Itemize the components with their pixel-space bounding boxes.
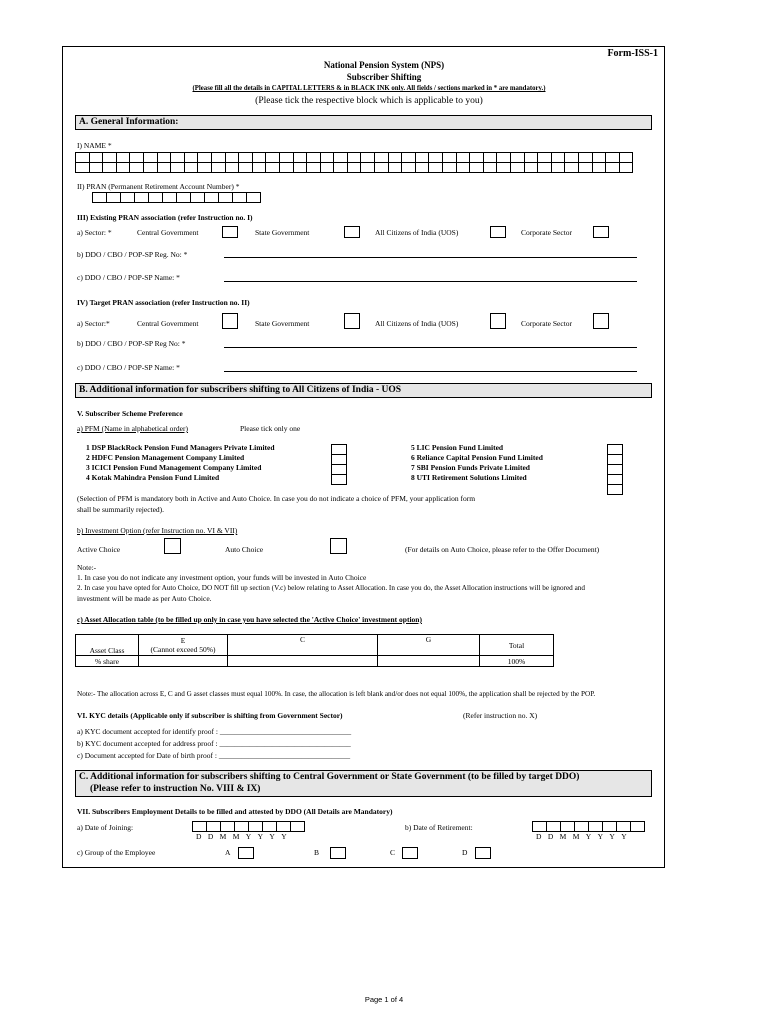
- tick-one-label: Please tick only one: [240, 424, 301, 433]
- grid-cell[interactable]: [347, 162, 362, 173]
- alloc-heading: c) Asset Allocation table (to be filled up only in case you have selected the 'Active Choice' investment option): [77, 615, 422, 624]
- dor-label: b) Date of Retirement:: [405, 823, 473, 832]
- grid-cell[interactable]: [92, 192, 107, 203]
- group-c-checkbox[interactable]: [402, 847, 418, 859]
- target-ddo-reg-line[interactable]: [224, 347, 637, 348]
- equity-header-letter: E: [180, 636, 186, 645]
- target-ddo-name-line[interactable]: [224, 371, 637, 372]
- target-sector-label: a) Sector:*: [77, 319, 110, 328]
- grid-cell[interactable]: [116, 162, 131, 173]
- asset-class-header: Asset Class: [76, 635, 139, 656]
- grid-cell[interactable]: [143, 162, 158, 173]
- group-b-label: B: [314, 848, 320, 857]
- pfm-item: 1 DSP BlackRock Pension Fund Managers Private Limited: [86, 443, 275, 452]
- existing-uos-checkbox[interactable]: [490, 226, 506, 238]
- group-a-checkbox[interactable]: [238, 847, 254, 859]
- existing-corporate-checkbox[interactable]: [593, 226, 609, 238]
- active-choice-checkbox[interactable]: [164, 538, 181, 554]
- asset-allocation-table: [75, 634, 554, 667]
- grid-cell[interactable]: [605, 162, 620, 173]
- group-b-checkbox[interactable]: [330, 847, 346, 859]
- grid-cell[interactable]: [496, 162, 511, 173]
- grid-cell[interactable]: [360, 162, 375, 173]
- ddo-name-line[interactable]: [224, 281, 637, 282]
- grid-cell[interactable]: [469, 162, 484, 173]
- form-subtitle: Subscriber Shifting: [346, 72, 422, 82]
- note-1: 1. In case you do not indicate any investment option, your funds will be invested in Auto Choice: [77, 573, 367, 582]
- grid-cell[interactable]: [225, 162, 240, 173]
- grid-cell[interactable]: [252, 162, 267, 173]
- grid-cell[interactable]: [564, 162, 579, 173]
- target-option-state: State Government: [255, 319, 310, 328]
- group-d-checkbox[interactable]: [475, 847, 491, 859]
- target-corporate-checkbox[interactable]: [593, 313, 609, 329]
- grid-cell[interactable]: [265, 162, 280, 173]
- grid-cell[interactable]: [184, 162, 199, 173]
- grid-cell[interactable]: [129, 162, 144, 173]
- c-share-cell[interactable]: [228, 656, 378, 667]
- sector-option-state: State Government: [255, 228, 310, 237]
- ddo-reg-label: b) DDO / CBO / POP-SP Reg. No: *: [77, 250, 188, 259]
- grid-cell[interactable]: [510, 162, 525, 173]
- equity-header-note: (Cannot exceed 50%): [150, 645, 216, 654]
- target-option-corporate: Corporate Sector: [521, 319, 573, 328]
- grid-cell[interactable]: [170, 162, 185, 173]
- alloc-note: Note:- The allocation across E, C and G asset classes must equal 100%. In case, the allocation is left blank and/or does not equal 100%, the application shall be rejected by the POP.: [77, 690, 596, 698]
- pfm-note-line-2: shall be summarily rejected).: [77, 505, 165, 514]
- c-header: C: [228, 635, 378, 656]
- pfm-item: 6 Reliance Capital Pension Fund Limited: [411, 453, 543, 462]
- note-2b: investment will be made as per Auto Choice.: [77, 594, 212, 603]
- grid-cell[interactable]: [619, 162, 634, 173]
- grid-cell[interactable]: [333, 162, 348, 173]
- grid-cell[interactable]: [428, 162, 443, 173]
- equity-header: [139, 635, 228, 656]
- target-option-uos: All Citizens of India (UOS): [375, 319, 459, 328]
- name-label: I) NAME *: [77, 141, 112, 150]
- group-c-label: C: [390, 848, 396, 857]
- pfm-note-line-1: (Selection of PFM is mandatory both in Active and Auto Choice. In case you do not indicate a choice of PFM, your application form: [77, 494, 476, 503]
- target-ddo-reg-label: b) DDO / CBO / POP-SP Reg No: *: [77, 339, 186, 348]
- grid-cell[interactable]: [293, 162, 308, 173]
- sector-option-uos: All Citizens of India (UOS): [375, 228, 459, 237]
- auto-choice-label: Auto Choice: [225, 545, 264, 554]
- doj-label: a) Date of Joining:: [77, 823, 134, 832]
- grid-cell[interactable]: [401, 162, 416, 173]
- sector-option-corporate: Corporate Sector: [521, 228, 573, 237]
- grid-cell[interactable]: [204, 192, 219, 203]
- target-ddo-name-label: c) DDO / CBO / POP-SP Name: *: [77, 363, 180, 372]
- grid-cell[interactable]: [320, 162, 335, 173]
- page-number: Page 1 of 4: [364, 995, 404, 1004]
- grid-cell[interactable]: [157, 162, 172, 173]
- note-2a: 2. In case you have opted for Auto Choice, DO NOT fill up section (V.c) below relating to Asset Allocation. In case you do, the Asset Allocation instructions will be ignored and: [77, 584, 585, 592]
- grid-cell[interactable]: [238, 162, 253, 173]
- section-a-heading: A. General Information:: [75, 115, 652, 130]
- total-header: Total: [480, 635, 554, 656]
- grid-cell[interactable]: [106, 192, 121, 203]
- doj-date-boxes[interactable]: [193, 821, 305, 832]
- grid-cell[interactable]: [388, 162, 403, 173]
- grid-cell[interactable]: [374, 162, 389, 173]
- pfm-item: 5 LIC Pension Fund Limited: [411, 443, 504, 452]
- pfm-item: 3 ICICI Pension Fund Management Company Limited: [86, 463, 262, 472]
- existing-heading: III) Existing PRAN association (refer Instruction no. I): [77, 213, 253, 222]
- g-share-cell[interactable]: [378, 656, 480, 667]
- section-c-heading-line-1: C. Additional information for subscribers shifting to Central Government or State Government (to be filled by target DDO): [79, 772, 580, 782]
- sector-label: a) Sector: *: [77, 228, 112, 237]
- grid-cell[interactable]: [134, 192, 149, 203]
- grid-cell[interactable]: [578, 162, 593, 173]
- scheme-heading: V. Subscriber Scheme Preference: [77, 409, 183, 418]
- pfm-label: a) PFM (Name in alphabetical order): [77, 424, 189, 433]
- target-heading: IV) Target PRAN association (refer Instruction no. II): [77, 298, 250, 307]
- grid-cell[interactable]: [537, 162, 552, 173]
- grid-cell[interactable]: [120, 192, 135, 203]
- grid-cell[interactable]: [456, 162, 471, 173]
- share-row-label: % share: [76, 656, 139, 667]
- section-c-heading: [75, 770, 652, 797]
- grid-cell[interactable]: [415, 162, 430, 173]
- grid-cell[interactable]: [89, 162, 104, 173]
- kyc-address[interactable]: b) KYC document accepted for address proof : ___________________________________: [77, 739, 351, 748]
- section-b-heading: B. Additional information for subscribers shifting to All Citizens of India - UOS: [75, 383, 652, 398]
- target-option-central: Central Government: [137, 319, 199, 328]
- grid-cell[interactable]: [524, 162, 539, 173]
- pran-grid[interactable]: [93, 192, 261, 203]
- grid-cell[interactable]: [592, 162, 607, 173]
- group-d-label: D: [462, 848, 468, 857]
- grid-cell[interactable]: [190, 192, 205, 203]
- pfm-checkbox-4[interactable]: [331, 474, 347, 485]
- existing-state-checkbox[interactable]: [344, 226, 360, 238]
- grid-cell[interactable]: [75, 162, 90, 173]
- note-heading: Note:-: [77, 563, 97, 572]
- grid-cell[interactable]: [442, 162, 457, 173]
- g-header: G: [378, 635, 480, 656]
- kyc-ref: (Refer instruction no. X): [463, 711, 538, 720]
- grid-cell[interactable]: [102, 162, 117, 173]
- total-share-cell: 100%: [480, 656, 554, 667]
- grid-cell[interactable]: [483, 162, 498, 173]
- pran-label: II) PRAN (Permanent Retirement Account Number) *: [77, 182, 240, 191]
- investment-label: b) Investment Option (refer Instruction no. VI & VII): [77, 526, 238, 535]
- grid-cell[interactable]: [211, 162, 226, 173]
- grid-cell[interactable]: [306, 162, 321, 173]
- grid-cell[interactable]: [551, 162, 566, 173]
- dor-date-boxes[interactable]: [533, 821, 645, 832]
- grid-cell[interactable]: [232, 192, 247, 203]
- doj-format-label: DDMMYYYY: [196, 832, 294, 841]
- grid-cell[interactable]: [246, 192, 261, 203]
- ddo-name-label: c) DDO / CBO / POP-SP Name: *: [77, 273, 180, 282]
- kyc-identity[interactable]: a) KYC document accepted for identify proof : ___________________________________: [77, 727, 352, 736]
- grid-cell[interactable]: [197, 162, 212, 173]
- group-label: c) Group of the Employee: [77, 848, 156, 857]
- employment-heading: VII. Subscribers Employment Details to be filled and attested by DDO (All Details are Mandatory): [77, 807, 393, 816]
- auto-choice-note: (For details on Auto Choice, please refer to the Offer Document): [405, 545, 600, 554]
- dor-format-label: DDMMYYYY: [536, 832, 634, 841]
- pfm-checkbox-extra[interactable]: [607, 484, 623, 495]
- target-state-checkbox[interactable]: [344, 313, 360, 329]
- sector-option-central: Central Government: [137, 228, 199, 237]
- auto-choice-checkbox[interactable]: [330, 538, 347, 554]
- equity-share-cell[interactable]: [139, 656, 228, 667]
- name-grid-row-2[interactable]: [76, 162, 633, 173]
- instruction-bold: (Please fill all the details in CAPITAL LETTERS & in BLACK INK only. All fields / sections marked in * are mandatory.): [192, 85, 546, 92]
- target-central-checkbox[interactable]: [222, 313, 238, 329]
- ddo-reg-line[interactable]: [224, 257, 637, 258]
- section-c-heading-line-2: (Please refer to instruction No. VIII & IX): [90, 783, 261, 794]
- kyc-dob[interactable]: c) Document accepted for Date of birth proof : ___________________________________: [77, 751, 351, 760]
- pfm-item: 7 SBI Pension Funds Private Limited: [411, 463, 530, 472]
- grid-cell[interactable]: [148, 192, 163, 203]
- grid-cell[interactable]: [176, 192, 191, 203]
- instruction-tick: (Please tick the respective block which is applicable to you): [255, 96, 483, 106]
- existing-central-checkbox[interactable]: [222, 226, 238, 238]
- active-choice-label: Active Choice: [77, 545, 121, 554]
- form-title: National Pension System (NPS): [323, 60, 445, 70]
- grid-cell[interactable]: [279, 162, 294, 173]
- kyc-heading: VI. KYC details (Applicable only if subscriber is shifting from Government Sector): [77, 711, 343, 720]
- grid-cell[interactable]: [162, 192, 177, 203]
- pfm-item: 2 HDFC Pension Management Company Limited: [86, 453, 245, 462]
- group-a-label: A: [225, 848, 231, 857]
- pfm-item: 4 Kotak Mahindra Pension Fund Limited: [86, 473, 220, 482]
- form-id: Form-ISS-1: [607, 48, 658, 59]
- grid-cell[interactable]: [218, 192, 233, 203]
- pfm-item: 8 UTI Retirement Solutions Limited: [411, 473, 527, 482]
- target-uos-checkbox[interactable]: [490, 313, 506, 329]
